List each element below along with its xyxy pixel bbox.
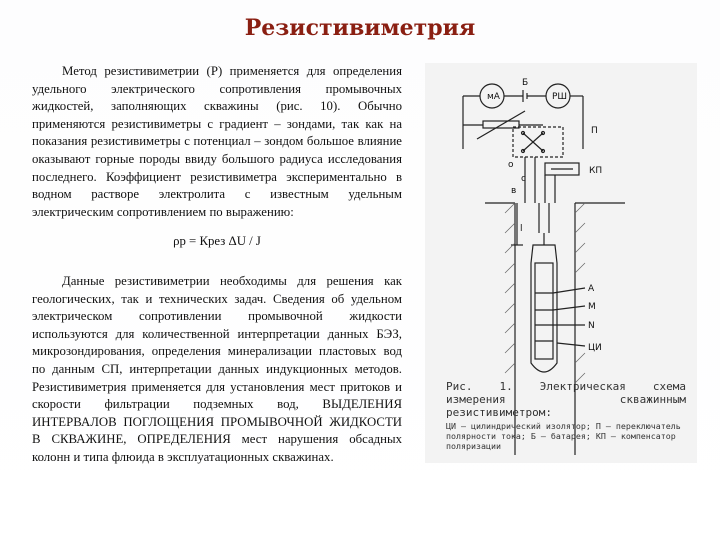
figure-caption	[446, 380, 686, 451]
paragraph-method: Метод резистивиметрии (Р) применяется для определения удельного электрического сопротивления промывочных жидкостей, заполняющих скважины (рис. 10). Обычно применяются резистивиметры с градиент – зондами, так как на показания резистивиметры с потенциал – зондом большое влияние оказывают горные породы ввиду большого радиуса исследования последнего. Коэффициент резистивиметра экспериментально в водном растворе электролита с известным удельным электрическим сопротивлением по выражению:	[32, 64, 402, 219]
formula-text: ρр = Крез ΔU / J	[173, 234, 261, 249]
n-label: N	[588, 321, 595, 331]
caption-legend: ЦИ — цилиндрический изолятор; П — переключатель полярности тока; Б — батарея; КП — компенсатор поляризации	[446, 421, 681, 451]
b-label: Б	[522, 78, 529, 88]
o-label: о	[508, 160, 514, 170]
ma-label: мА	[487, 92, 500, 102]
body-text	[32, 63, 402, 466]
formula	[32, 233, 402, 251]
slide-title: Резистивиметрия	[244, 15, 476, 41]
a-label: А	[588, 284, 595, 294]
v-label: в	[511, 186, 517, 196]
kp-label: КП	[589, 166, 603, 176]
l-label: l	[520, 224, 523, 234]
ci-label: ЦИ	[588, 343, 602, 353]
s-label: с	[521, 174, 526, 184]
caption-head: Рис. 1. Электрическая схема измерения скважинным резистивиметром:	[446, 380, 686, 419]
pu-label: РШ	[552, 92, 568, 102]
paragraph-applications: Данные резистивиметрии необходимы для решения как геологических, так и технических задач. Сведения об удельном электрическом сопротивлении промывочной жидкости используются для количественной интерпретации данных БЭЗ, микрозондирования, определения минерализации пластовых вод по данным СП, интерпретации данных индукционных методов. Резистивиметрия применяется для установления мест притоков и скорости фильтрации подземных вод, ВЫДЕЛЕНИЯ ИНТЕРВАЛОВ ПОГЛОЩЕНИЯ ПРОМЫВОЧНОЙ ЖИДКОСТИ В СКВАЖИНЕ, ОПРЕДЕЛЕНИЯ мест нарушения обсадных колонн и типа флюида в эксплуатационных скважинах.	[32, 273, 402, 464]
m-label: М	[588, 302, 596, 312]
p-label: П	[591, 126, 598, 136]
